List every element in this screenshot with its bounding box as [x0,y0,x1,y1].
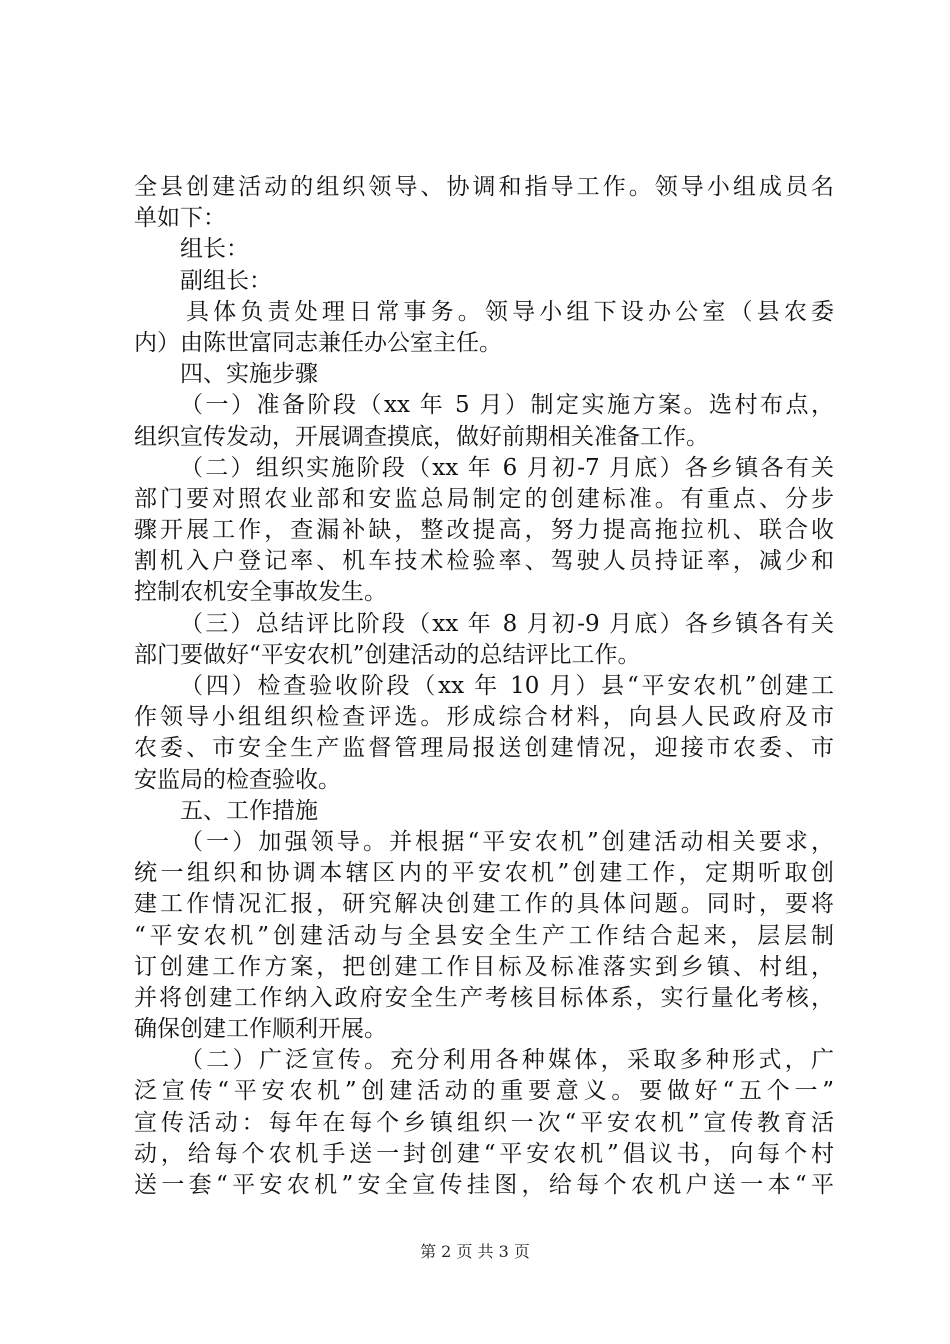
text-line: 建工作情况汇报，研究解决创建工作的具体问题。同时，要将 [134,891,834,918]
text-line: 送一套“平安农机”安全宣传挂图，给每个农机户送一本“平 [134,1172,834,1198]
text-line: 泛宣传“平安农机”创建活动的重要意义。要做好“五个一” [134,1078,834,1105]
text-line: “平安农机”创建活动与全县安全生产工作结合起来，层层制 [134,922,834,949]
text-line: 割机入户登记率、机车技术检验率、驾驶人员持证率，减少和 [134,548,834,575]
text-line: 确保创建工作顺利开展。 [134,1016,387,1043]
text-line: 全县创建活动的组织领导、协调和指导工作。领导小组成员名 [134,174,834,200]
page-footer: 第 2 页 共 3 页 [420,1242,530,1261]
text-line: （四）检查验收阶段（xx 年 10 月）县“平安农机”创建工 [180,673,834,699]
text-line: 作领导小组组织检查评选。形成综合材料，向县人民政府及市 [134,704,834,731]
text-line: 安监局的检查验收。 [134,766,341,793]
text-line: 单如下： [134,205,226,232]
section-heading: 五、工作措施 [180,797,318,824]
text-line: 订创建工作方案，把创建工作目标及标准落实到乡镇、村组， [134,953,834,980]
text-line: 并将创建工作纳入政府安全生产考核目标体系，实行量化考核， [134,984,834,1011]
text-line: 具体负责处理日常事务。领导小组下设办公室（县农委 [186,298,834,325]
text-line: 宣传活动：每年在每个乡镇组织一次“平安农机”宣传教育活 [134,1109,834,1136]
section-heading: 四、实施步骤 [180,361,318,388]
text-line: 骤开展工作，查漏补缺，整改提高，努力提高拖拉机、联合收 [134,517,834,544]
text-line: （三）总结评比阶段（xx 年 8 月初-9 月底）各乡镇各有关 [180,610,834,637]
text-line: （一）加强领导。并根据“平安农机”创建活动相关要求， [180,828,834,855]
text-line: 副组长： [180,267,272,294]
text-line: 农委、市安全生产监督管理局报送创建情况，迎接市农委、市 [134,735,834,762]
body-text [134,172,834,1201]
text-line: （一）准备阶段（xx 年 5 月）制定实施方案。选村布点， [180,392,834,419]
text-line: 部门要对照农业部和安监总局制定的创建标准。有重点、分步 [134,485,834,512]
text-line: 组长： [180,236,249,263]
text-line: 部门要做好“平安农机”创建活动的总结评比工作。 [134,641,641,668]
text-line: 组织宣传发动，开展调查摸底，做好前期相关准备工作。 [134,423,709,450]
text-line: 内）由陈世富同志兼任办公室主任。 [134,329,502,356]
text-line: 控制农机安全事故发生。 [134,579,387,606]
text-line: 动，给每个农机手送一封创建“平安农机”倡议书，向每个村 [134,1140,834,1167]
text-line: 统一组织和协调本辖区内的平安农机”创建工作，定期听取创 [134,860,834,887]
text-line: （二）组织实施阶段（xx 年 6 月初-7 月底）各乡镇各有关 [180,454,834,481]
text-line: （二）广泛宣传。充分利用各种媒体，采取多种形式，广 [180,1047,834,1074]
